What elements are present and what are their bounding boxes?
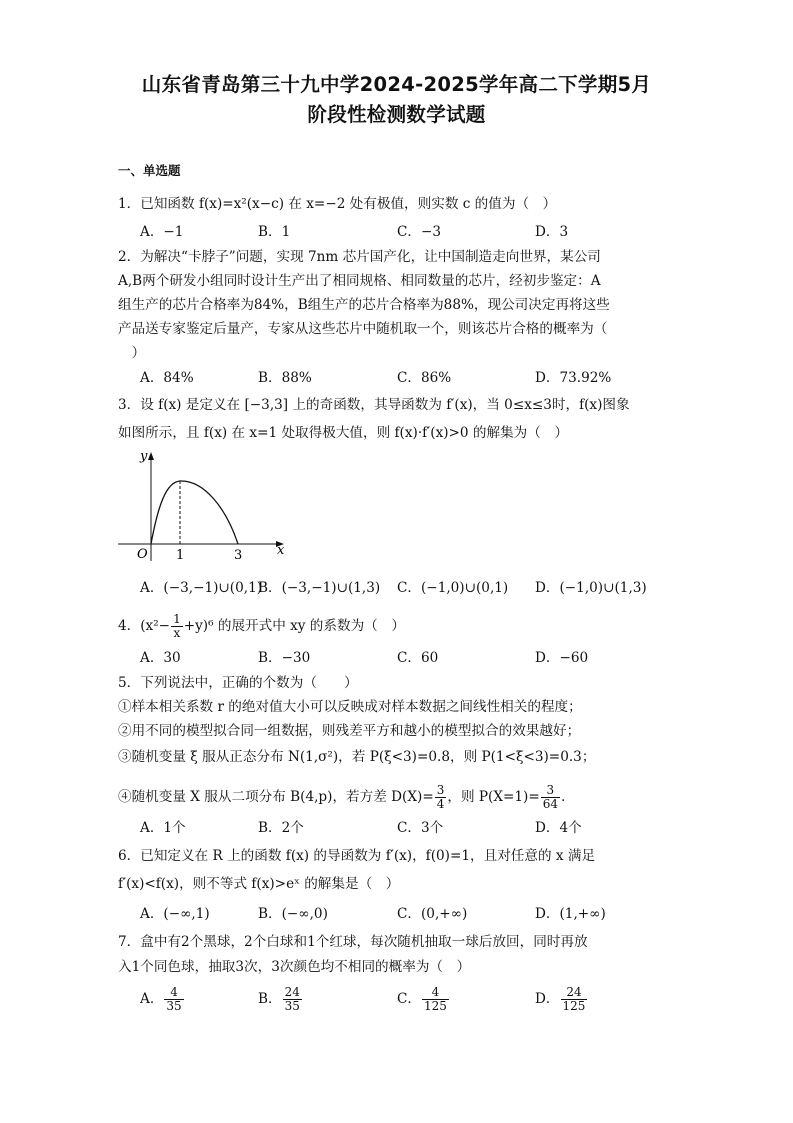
question-3-line2: 如图所示，且 f(x) 在 x=1 处取得极大值，则 f(x)·f′(x)>0 的解集为（ ） [118, 425, 569, 441]
question-3-line1: 3．设 f(x) 是定义在 [−3,3] 上的奇函数，其导函数为 f′(x)，当 0≤x≤3时，f(x)图象 [118, 397, 630, 413]
q3-option-d: D．(−1,0)∪(1,3) [535, 580, 647, 596]
q5-probability-fraction [541, 784, 560, 811]
q5-item-2: ②用不同的模型拟合同一组数据，则残差平方和越小的模型拟合的效果越好； [118, 723, 581, 739]
q5-item-3: ③随机变量 ξ 服从正态分布 N(1,σ²)，若 P(ξ<3)=0.8，则 P(1<ξ<3)=0.3； [118, 749, 596, 765]
q5-option-b: B．2个 [258, 820, 304, 836]
question-2-line1: 2．为解决“卡脖子”问题，实现 7nm 芯片国产化，让中国制造走向世界，某公司 [118, 249, 601, 265]
q5-option-d: D．4个 [535, 820, 582, 836]
q7-a-num: 4 [164, 986, 183, 1000]
q4-option-b: B．−30 [258, 650, 311, 666]
exam-title-line1: 山东省青岛第三十九中学2024-2025学年高二下学期5月 [141, 73, 652, 96]
q3-option-a: A．(−3,−1)∪(0,1) [140, 580, 263, 596]
q5-f1-den: 4 [436, 797, 445, 811]
q4-stem-post: +y)⁶ 的展开式中 xy 的系数为（ ） [183, 618, 405, 634]
q7-b-num: 24 [284, 985, 300, 999]
q3-option-c: C．(−1,0)∪(0,1) [397, 580, 509, 596]
q7-option-c-fraction [422, 986, 449, 1013]
question-1-stem: 1．已知函数 f(x)=x²(x−c) 在 x=−2 处有极值，则实数 c 的值为（ ） [118, 196, 557, 212]
graph-y-arrow [148, 452, 154, 460]
q2-option-b: B．88% [258, 370, 312, 386]
question-5-stem: 5．下列说法中，正确的个数为（ ） [118, 675, 358, 691]
q5-f2-den: 64 [542, 797, 559, 811]
q7-option-c [397, 986, 450, 1013]
q5-option-c: C．3个 [397, 820, 444, 836]
q5-item4-pre: ④随机变量 X 服从二项分布 B(4,p)，若方差 D(X)= [118, 789, 434, 805]
question-6-line1: 6．已知定义在 R 上的函数 f(x) 的导函数为 f′(x)，f(0)=1，且对任意的 x 满足 [118, 848, 596, 864]
q5-item-1: ①样本相关系数 r 的绝对值大小可以反映成对样本数据之间线性相关的程度； [118, 699, 582, 715]
graph-tick-1: 1 [176, 548, 185, 563]
q7-option-b-fraction [283, 986, 302, 1013]
q4-stem-pre: 4．(x²− [118, 618, 171, 634]
q7-option-a-fraction [164, 986, 183, 1013]
q7-option-a [140, 986, 185, 1013]
q4-option-d: D．−60 [535, 650, 589, 666]
q5-f2-num: 3 [541, 784, 560, 798]
q4-option-c: C．60 [397, 650, 439, 666]
q4-option-a: A．30 [140, 650, 181, 666]
q7-option-c-label: C． [397, 991, 421, 1007]
q5-f1-num: 3 [436, 783, 445, 797]
q2-option-d: D．73.92% [535, 370, 612, 386]
graph-y-label: y [140, 449, 148, 464]
q1-option-c: C．−3 [397, 224, 442, 240]
q3-option-b: B．(−3,−1)∪(1,3) [258, 580, 381, 596]
graph-origin-label: O [137, 547, 148, 562]
graph-curve [151, 481, 238, 544]
q4-fraction [171, 613, 183, 640]
q7-option-d [535, 986, 588, 1013]
q7-a-den: 35 [166, 999, 182, 1013]
q5-item4-post: . [561, 789, 566, 805]
q7-d-num: 24 [561, 986, 588, 1000]
graph-tick-3: 3 [234, 548, 243, 563]
q6-option-d: D．(1,+∞) [535, 906, 606, 922]
question-2-line4: 产品送专家鉴定后量产，专家从这些芯片中随机取一个，则该芯片合格的概率为（ [118, 321, 608, 337]
question-7-line1: 7．盒中有2个黑球，2个白球和1个红球，每次随机抽取一球后放回，同时再放 [118, 934, 588, 950]
q7-option-b [258, 986, 303, 1013]
question-4-stem [118, 613, 405, 640]
question-2-line2: A,B两个研发小组同时设计生产出了相同规格、相同数量的芯片，经初步鉴定：A [118, 273, 601, 289]
q5-variance-fraction [435, 784, 447, 811]
q7-d-den: 125 [562, 999, 586, 1013]
q7-c-num: 4 [422, 986, 449, 1000]
question-2-line3: 组生产的芯片合格率为84%，B组生产的芯片合格率为88%，现公司决定再将这些 [118, 297, 610, 313]
q1-option-b: B．1 [258, 224, 291, 240]
q3-function-graph [118, 446, 293, 566]
q7-option-d-label: D． [535, 991, 560, 1007]
q1-option-d: D．3 [535, 224, 569, 240]
q7-option-d-fraction [561, 986, 588, 1013]
q5-item-4 [118, 784, 565, 811]
exam-title-line2: 阶段性检测数学试题 [307, 103, 486, 126]
q2-option-a: A．84% [140, 370, 194, 386]
q7-option-b-label: B． [258, 991, 282, 1007]
q4-frac-den: x [173, 626, 181, 640]
q6-option-b: B．(−∞,0) [258, 906, 328, 922]
q7-option-a-label: A． [140, 991, 164, 1007]
q4-frac-num: 1 [173, 612, 181, 626]
section-header-single-choice: 一、单选题 [118, 163, 181, 178]
q2-option-c: C．86% [397, 370, 452, 386]
q1-option-a: A．−1 [140, 224, 184, 240]
q5-option-a: A．1个 [140, 820, 186, 836]
graph-x-label: x [277, 543, 285, 558]
q6-option-c: C．(0,+∞) [397, 906, 468, 922]
question-2-line5: ） [118, 345, 146, 361]
q6-option-a: A．(−∞,1) [140, 906, 210, 922]
question-6-line2: f′(x)<f(x)，则不等式 f(x)>eˣ 的解集是（ ） [118, 876, 400, 892]
q7-b-den: 35 [284, 999, 300, 1013]
q5-item4-mid: ，则 P(X=1)= [447, 789, 540, 805]
q7-c-den: 125 [424, 999, 447, 1013]
question-7-line2: 入1个同色球，抽取3次，3次颜色均不相同的概率为（ ） [118, 959, 471, 975]
